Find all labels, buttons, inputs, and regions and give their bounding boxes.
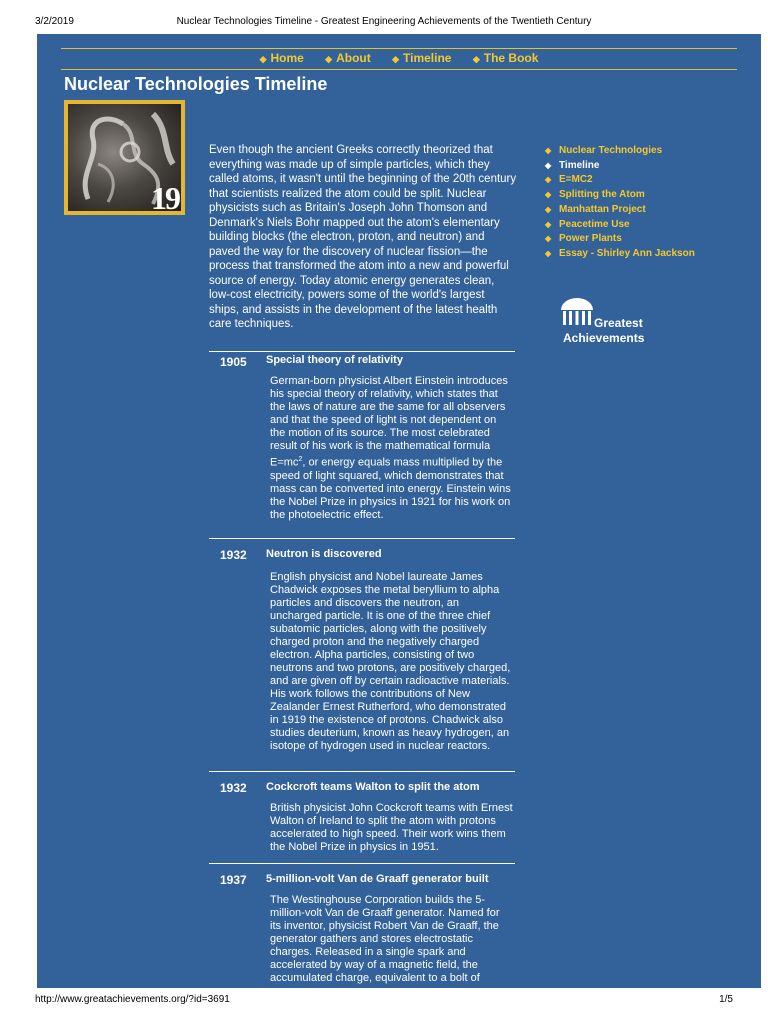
diamond-icon: ◆ [545, 190, 552, 200]
sidebar-item-essay[interactable] [545, 247, 745, 262]
thumbnail-image [68, 104, 181, 211]
entry-body: The Westinghouse Corporation builds the 5-million-volt Van de Graaff generator. Named for its inventor, physicist Robert Van de Graaff, the generator gathers and stores electrostatic charges. Released in a single spark and accelerated by way of a magnetic field, the accumulated charge, equivalent to a bolt of [270, 894, 500, 984]
entry-body-part-b: , or energy equals mass multiplied by the speed of light squared, which demonstrates that mass can be converted into energy. Einstein wins the Nobel Prize in physics in 1921 for his work on the photoelectric effect. [270, 456, 511, 521]
diamond-icon: ◆ [545, 146, 552, 155]
diamond-icon: ◆ [545, 234, 552, 244]
entry-year: 1905 [220, 355, 247, 369]
nav-home-label: Home [270, 51, 304, 65]
diamond-icon: ◆ [392, 54, 400, 64]
logo-text-line1: Greatest [594, 316, 643, 330]
entry-title: Cockcroft teams Walton to split the atom [266, 781, 480, 793]
timeline-entry-1932-neutron [209, 538, 515, 772]
diamond-icon: ◆ [472, 54, 480, 64]
timeline-entry-1905 [209, 351, 515, 538]
section-thumbnail[interactable] [64, 100, 185, 215]
nav-about-label: About [336, 51, 371, 65]
page-container [37, 34, 761, 988]
print-date: 3/2/2019 [35, 16, 74, 27]
print-url: http://www.greatachievements.org/?id=3691 [35, 994, 230, 1005]
print-footer [35, 994, 733, 1008]
diamond-icon: ◆ [545, 219, 552, 229]
timeline-entry-1932-cockcroft [209, 771, 515, 861]
diamond-icon: ◆ [325, 54, 333, 64]
sidebar-item-splitting-the-atom[interactable] [545, 188, 745, 203]
diamond-icon: ◆ [545, 248, 552, 258]
entry-body: British physicist John Cockcroft teams with Ernest Walton of Ireland to split the atom with protons accelerated to high speed. Their work wins them the Nobel Prize in physics in 1951. [270, 802, 513, 853]
temple-logo-icon [559, 296, 595, 330]
sidebar-item-peacetime-use[interactable] [545, 218, 745, 233]
print-page-number: 1/5 [719, 994, 733, 1005]
sidebar-item-label: Power Plants [559, 233, 622, 245]
sidebar-item-emc2[interactable] [545, 173, 745, 188]
thumbnail-number: 19 [151, 180, 179, 211]
superscript: 2 [298, 456, 303, 463]
nav-the-book[interactable] [473, 51, 539, 65]
nav-about[interactable] [325, 51, 371, 65]
sidebar-item-power-plants[interactable] [545, 232, 745, 247]
nav-the-book-label: The Book [483, 51, 539, 65]
intro-paragraph: Even though the ancient Greeks correctly theorized that everything was made up of simple particles, which they called atoms, it wasn't until the beginning of the 20th century that scientists realized the atom could be split. Nuclear physicists such as Britain's Joseph John Thomson and Denmark's Niels Bohr mapped out the atom's elementary building blocks (the electron, proton, and neutron) and paved the way for the discovery of nuclear fission—the process that transformed the atom into a new and powerful source of energy. Today atomic energy generates clean, low-cost electricity, powers some of the world's largest ships, and assists in the development of the latest health care techniques. [209, 144, 517, 330]
entry-title: Special theory of relativity [266, 354, 403, 366]
print-page-title: Nuclear Technologies Timeline - Greatest Engineering Achievements of the Twentieth Century [176, 16, 592, 27]
sidebar-item-label: Timeline [559, 159, 600, 171]
sidebar-menu [545, 144, 745, 262]
entry-title: 5-million-volt Van de Graaff generator built [266, 873, 489, 885]
page-title: Nuclear Technologies Timeline [64, 74, 328, 94]
sidebar-item-label: Nuclear Technologies [559, 145, 663, 156]
sidebar-item-nuclear-technologies[interactable] [545, 144, 745, 159]
diamond-icon: ◆ [545, 204, 552, 214]
diamond-icon: ◆ [259, 54, 267, 64]
sidebar-item-manhattan-project[interactable] [545, 203, 745, 218]
sidebar-item-label: Essay - Shirley Ann Jackson [559, 247, 695, 259]
print-header [35, 16, 733, 30]
entry-body [270, 375, 513, 522]
timeline-entry-1937 [209, 863, 515, 988]
diamond-icon: ◆ [545, 160, 552, 170]
nav-timeline-label: Timeline [403, 51, 452, 65]
entry-year: 1932 [220, 548, 247, 562]
entry-body-part-a: German-born physicist Albert Einstein introduces his special theory of relativity, which states that the laws of nature are the same for all observers and that the speed of light is not dependent on the motion of its source. The most celebrated result of his work is the mathematical formula E=mc [270, 375, 508, 469]
logo-text-line2: Achievements [563, 331, 645, 345]
entry-body: English physicist and Nobel laureate James Chadwick exposes the metal beryllium to alpha particles and discovers the neutron, an uncharged particle. It is one of the three chief subatomic particles, along with the positively charged proton and the negatively charged electron. Alpha particles, consisting of two neutrons and two protons, are positively charged, and are given off by certain radioactive materials. His work follows the contributions of New Zealander Ernest Rutherford, who demonstrated in 1919 the existence of protons. Chadwick also studies deuterium, known as heavy hydrogen, an isotope of hydrogen used in nuclear reactors. [270, 571, 511, 752]
sidebar-item-timeline[interactable] [545, 159, 745, 174]
sidebar-item-label: Splitting the Atom [559, 189, 645, 201]
entry-title: Neutron is discovered [266, 548, 382, 560]
entry-year: 1932 [220, 781, 247, 795]
sidebar-item-label: Peacetime Use [559, 218, 630, 230]
nav-timeline[interactable] [392, 51, 451, 65]
diamond-icon: ◆ [545, 175, 552, 185]
nav-home[interactable] [260, 51, 304, 65]
top-nav [61, 48, 737, 70]
sidebar-item-label: Manhattan Project [559, 203, 646, 215]
entry-year: 1937 [220, 873, 247, 887]
sidebar-item-label: E=MC2 [559, 174, 593, 186]
greatest-achievements-logo[interactable] [557, 296, 677, 344]
